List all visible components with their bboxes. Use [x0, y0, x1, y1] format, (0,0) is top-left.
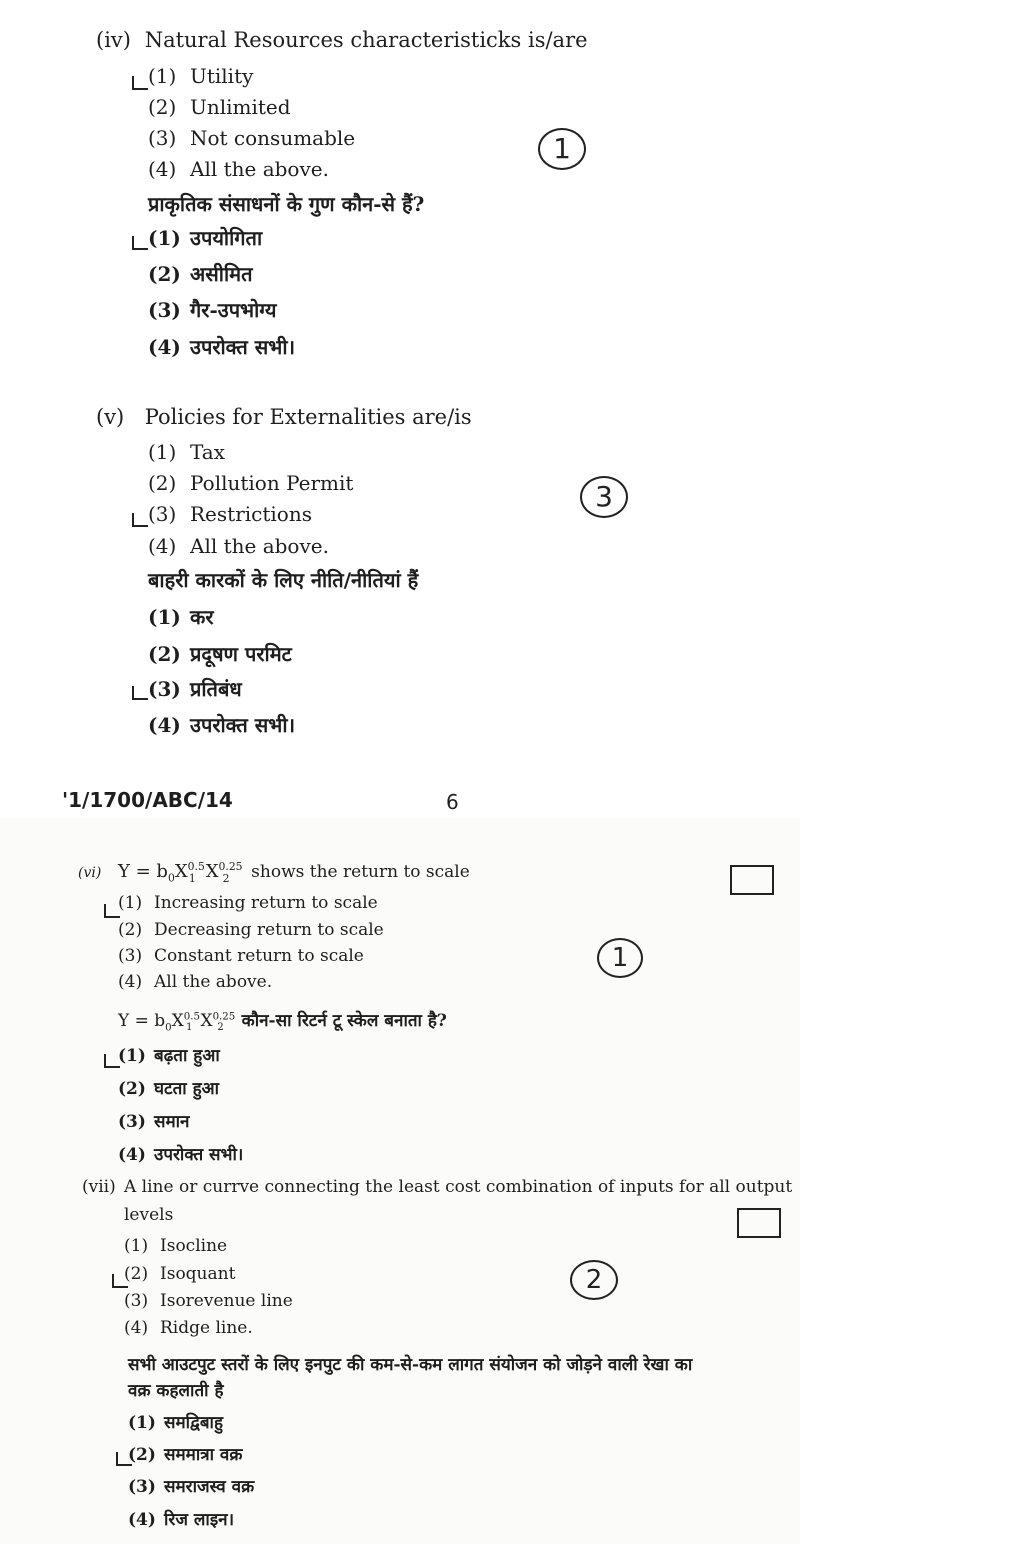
hindi-option-4: (4) उपरोक्त सभी।: [148, 335, 296, 359]
hindi-option-4: (4) रिज लाइन।: [128, 1510, 235, 1530]
hindi-question-text-line2: वक्र कहलाती है: [128, 1381, 224, 1401]
hindi-question-text: बाहरी कारकों के लिए नीति/नीतियां हैं: [148, 568, 419, 592]
question-text: Policies for Externalities are/is: [144, 405, 472, 429]
option-2: (2) Pollution Permit: [148, 471, 354, 495]
answer-box: [737, 1208, 781, 1238]
answer-circle: 3: [580, 476, 628, 518]
hindi-option-3: (3) समराजस्व वक्र: [128, 1477, 255, 1497]
answer-circle: 2: [570, 1260, 618, 1300]
formula: $Y = b_0X^{0.5}_1$ $X^{0.25}_2$: [118, 1011, 236, 1034]
option-3: (3) Constant return to scale: [118, 946, 364, 966]
paper-code: '1/1700/ABC/14: [62, 788, 233, 812]
answer-tick-mark: [132, 513, 148, 527]
question-v-title: [96, 405, 472, 429]
hindi-option-3: (3) समान: [118, 1112, 190, 1132]
hindi-question-text: प्राकृतिक संसाधनों के गुण कौन-से हैं?: [148, 192, 425, 216]
option-1: (1) Isocline: [124, 1236, 228, 1256]
hindi-option-2: (2) सममात्रा वक्र: [128, 1445, 243, 1465]
hindi-question-text: कौन-सा रिटर्न टू स्केल बनाता है?: [241, 1011, 447, 1031]
question-vii-title: [82, 1177, 792, 1197]
answer-tick-mark: [132, 236, 148, 250]
question-vi-title: [78, 860, 470, 885]
option-2: (2) Decreasing return to scale: [118, 920, 384, 940]
answer-box: [730, 865, 774, 895]
hindi-question-text: सभी आउटपुट स्तरों के लिए इनपुट की कम-से-कम लागत संयोजन को जोड़ने वाली रेखा का: [128, 1355, 693, 1375]
hindi-option-2: (2) असीमित: [148, 262, 253, 286]
hindi-option-1: (1) कर: [148, 605, 214, 629]
hindi-option-4: (4) उपरोक्त सभी।: [148, 713, 296, 737]
question-number: (vi): [78, 865, 102, 881]
hindi-option-1: (1) समद्विबाहु: [128, 1413, 223, 1433]
question-number: (vii): [82, 1177, 116, 1197]
hindi-option-1: (1) उपयोगिता: [148, 226, 263, 250]
option-2: (2) Isoquant: [124, 1264, 236, 1284]
hindi-option-3: (3) गैर-उपभोग्य: [148, 298, 277, 322]
option-4: (4) All the above.: [148, 534, 329, 558]
question-number: (v): [96, 405, 125, 429]
question-text: A line or currve connecting the least cost combination of inputs for all output: [124, 1177, 793, 1197]
formula: $Y = b_0X^{0.5}_1$ $X^{0.25}_2$: [118, 860, 243, 885]
hindi-option-1: (1) बढ़ता हुआ: [118, 1046, 220, 1066]
answer-circle: 1: [597, 938, 643, 978]
option-4: (4) All the above.: [118, 972, 273, 992]
hindi-option-2: (2) घटता हुआ: [118, 1079, 220, 1099]
question-text-line2: levels: [124, 1205, 174, 1225]
option-3: (3) Isorevenue line: [124, 1291, 293, 1311]
hindi-option-2: (2) प्रदूषण परमिट: [148, 642, 292, 666]
question-number: (iv): [96, 28, 131, 52]
hindi-option-4: (4) उपरोक्त सभी।: [118, 1145, 244, 1165]
answer-tick-mark: [132, 686, 148, 700]
option-1: (1) Increasing return to scale: [118, 893, 378, 913]
option-4: (4) Ridge line.: [124, 1318, 253, 1338]
option-1: (1) Utility: [148, 64, 254, 88]
question-iv-title: [96, 28, 588, 52]
question-text: Natural Resources characteristicks is/are: [144, 28, 588, 52]
option-4: (4) All the above.: [148, 157, 329, 181]
page-number: 6: [446, 790, 459, 814]
question-text: shows the return to scale: [251, 862, 470, 882]
answer-circle: 1: [538, 128, 586, 170]
option-1: (1) Tax: [148, 440, 225, 464]
option-3: (3) Not consumable: [148, 126, 356, 150]
option-2: (2) Unlimited: [148, 95, 291, 119]
answer-tick-mark: [132, 76, 148, 90]
hindi-question-line: [118, 1008, 447, 1033]
option-3: (3) Restrictions: [148, 502, 312, 526]
hindi-option-3: (3) प्रतिबंध: [148, 677, 242, 701]
